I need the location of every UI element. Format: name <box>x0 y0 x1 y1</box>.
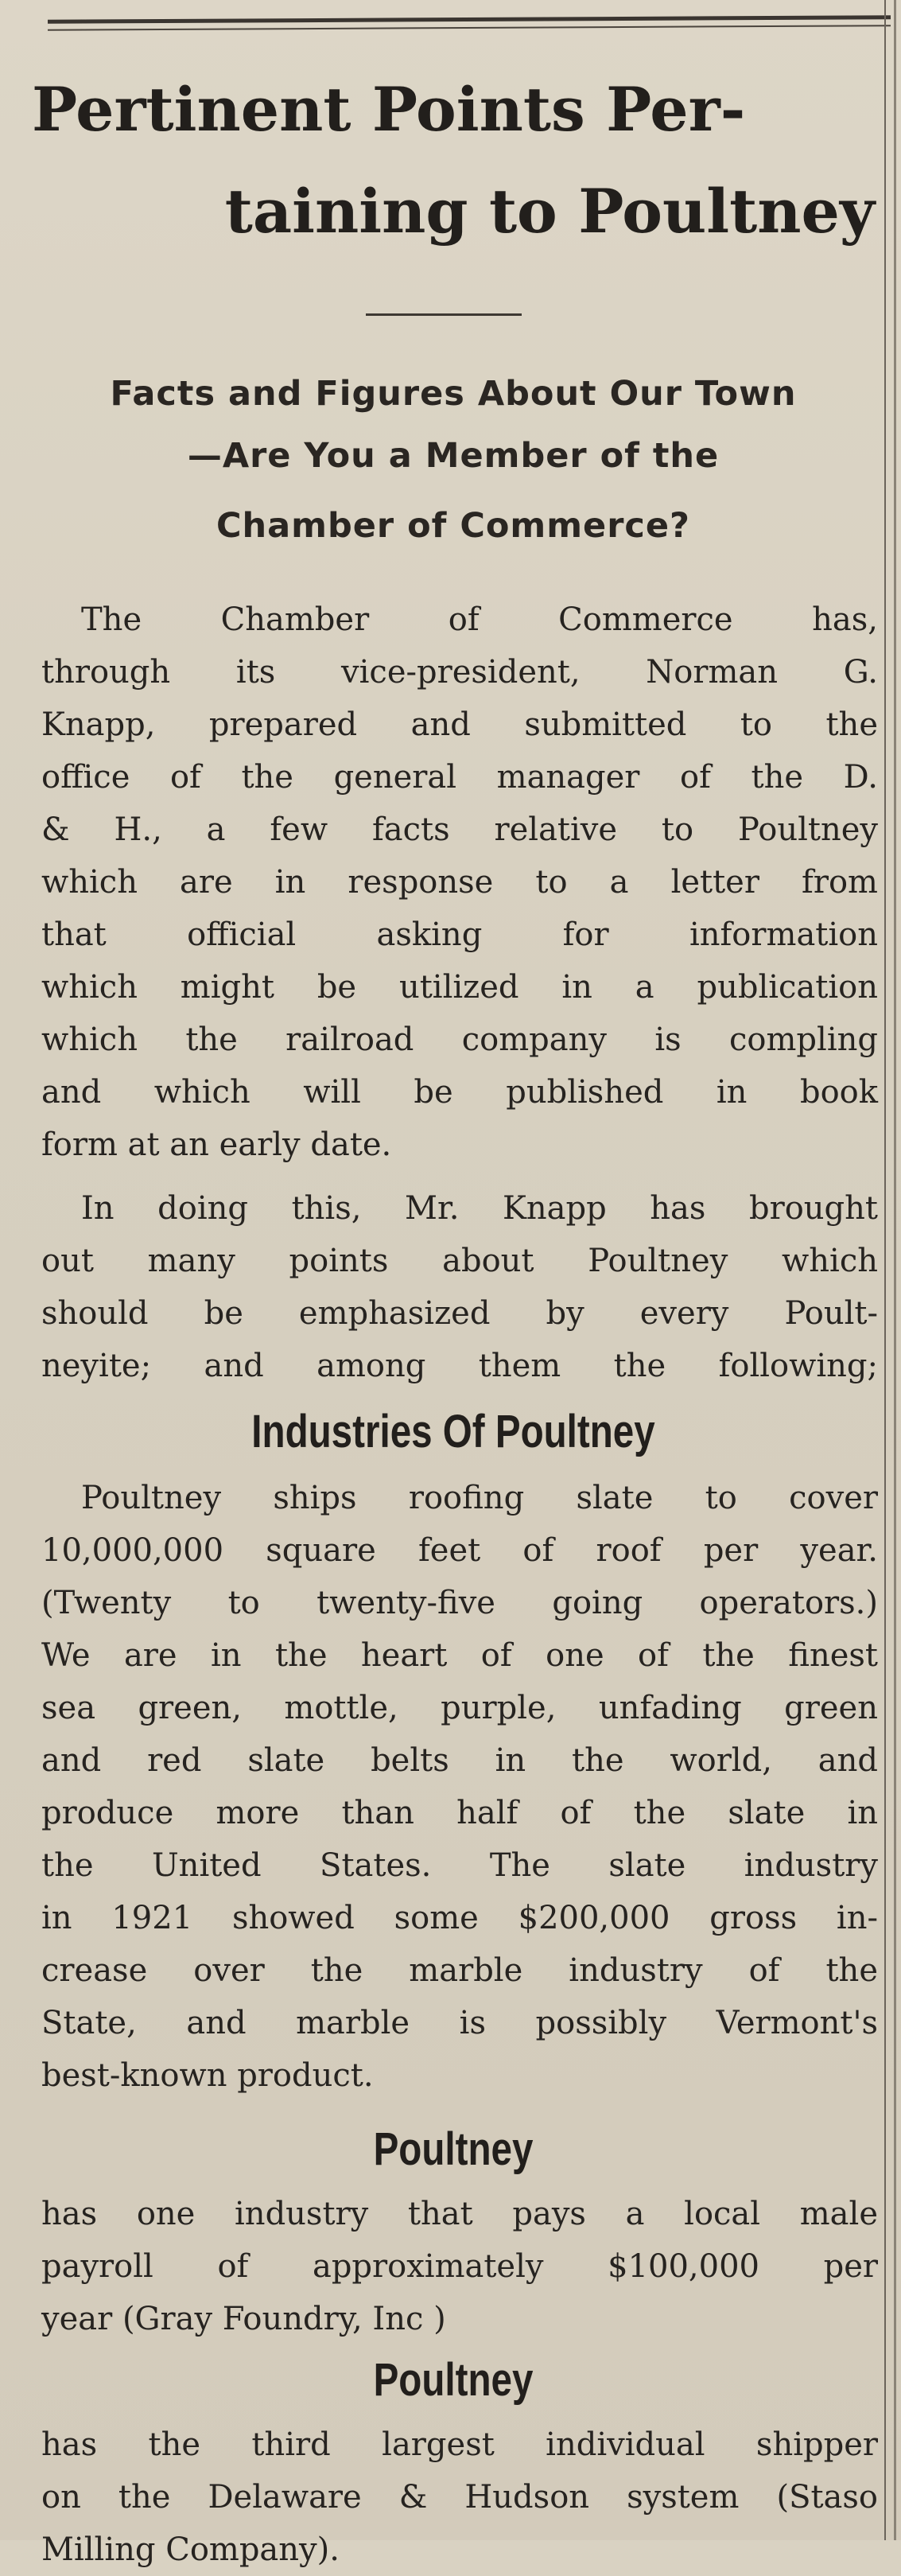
text-line: has the third largest individual shipper <box>41 2426 878 2463</box>
section-heading-industries: Industries Of Poultney <box>251 1406 655 1457</box>
paragraph-poultney-shipper <box>41 2418 878 2576</box>
section-heading-poultney-2: Poultney <box>373 2354 534 2406</box>
text-line: crease over the marble industry of the <box>41 1952 878 1989</box>
text-line: and which will be published in book <box>41 1074 878 1111</box>
text-line: Knapp, prepared and submitted to the <box>41 706 878 743</box>
column-rule-outer <box>894 0 896 2540</box>
text-line: payroll of approximately $100,000 per <box>41 2248 878 2285</box>
text-line: which are in response to a letter from <box>41 864 878 901</box>
text-line: neyite; and among them the following; <box>41 1348 878 1384</box>
text-line: (Twenty to twenty-five going operators.) <box>41 1585 878 1621</box>
text-line: Poultney ships roofing slate to cover <box>81 1480 878 1516</box>
headline-line-1: Pertinent Points Per- <box>32 74 746 145</box>
text-line: State, and marble is possibly Vermont's <box>41 2005 878 2041</box>
text-line: which might be utilized in a publication <box>41 969 878 1006</box>
text-line: Milling Company). <box>41 2531 340 2568</box>
subheadline-line-2: —Are You a Member of the <box>187 436 720 476</box>
paragraph-industries <box>41 1472 878 2102</box>
subheadline-line-3: Chamber of Commerce? <box>216 506 690 546</box>
text-line: The Chamber of Commerce has, <box>81 601 878 638</box>
text-line: In doing this, Mr. Knapp has brought <box>81 1190 878 1227</box>
text-line: on the Delaware & Hudson system (Staso <box>41 2479 878 2516</box>
paragraph-poultney-foundry <box>41 2188 878 2345</box>
column-rule <box>884 0 886 2540</box>
text-line: office of the general manager of the D. <box>41 759 878 796</box>
text-line: out many points about Poultney which <box>41 1243 878 1279</box>
text-line: year (Gray Foundry, Inc ) <box>41 2301 446 2337</box>
text-line: the United States. The slate industry <box>41 1847 878 1884</box>
text-line: sea green, mottle, purple, unfading green <box>41 1690 878 1726</box>
text-line: through its vice-president, Norman G. <box>41 654 878 691</box>
subheadline-line-1: Facts and Figures About Our Town <box>110 374 797 414</box>
text-line: We are in the heart of one of the finest <box>41 1637 878 1674</box>
text-line: which the railroad company is compling <box>41 1021 878 1058</box>
text-line: has one industry that pays a local male <box>41 2196 878 2232</box>
paragraph-knapp <box>41 1182 878 1392</box>
text-line: in 1921 showed some $200,000 gross in- <box>41 1900 878 1936</box>
text-line: that official asking for information <box>41 916 878 953</box>
text-line: form at an early date. <box>41 1127 392 1163</box>
text-line: should be emphasized by every Poult- <box>41 1295 878 1332</box>
paragraph-intro <box>41 593 878 1171</box>
section-heading-poultney-1: Poultney <box>373 2123 534 2175</box>
text-line: and red slate belts in the world, and <box>41 1742 878 1779</box>
headline-line-2: taining to Poultney <box>224 176 875 247</box>
text-line: 10,000,000 square feet of roof per year. <box>41 1532 878 1569</box>
text-line: produce more than half of the slate in <box>41 1795 878 1831</box>
text-line: best-known product. <box>41 2057 374 2094</box>
top-rule-thin <box>48 25 891 31</box>
top-rule <box>48 15 891 24</box>
headline-divider <box>366 313 522 316</box>
text-line: & H., a few facts relative to Poultney <box>41 811 878 848</box>
